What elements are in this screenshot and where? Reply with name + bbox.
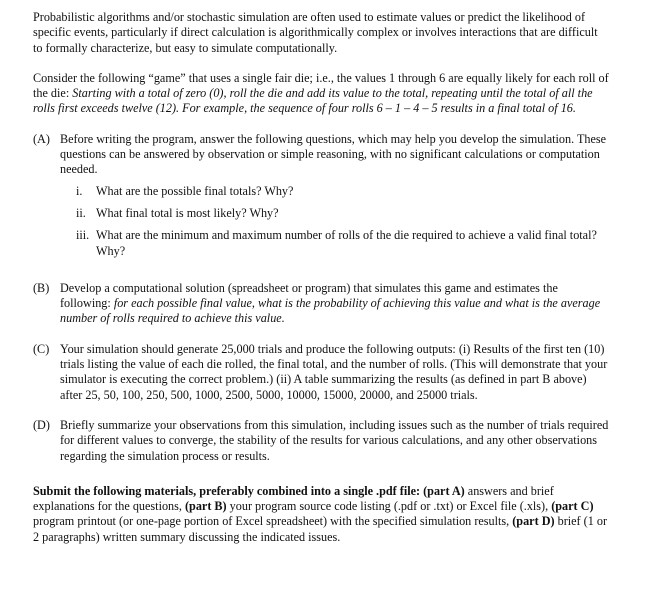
part-a-label: (A) xyxy=(33,131,50,146)
part-c-text: Your simulation should generate 25,000 trials and produce the following outputs: (i) Results of the first ten (10) trials listing the value of each die rolled, the final total, and the number of rolls. (This will demonstrate that your simulator is executing the correct problem.) (ii) A table summarizing the results (as defined in part B above) after 25, 50, 100, 250, 500, 1000, 2500, 5000, 10000, 15000, 20000, and 25000 trials. xyxy=(60,341,608,402)
question-number: i. xyxy=(76,183,83,198)
part-c xyxy=(33,342,609,403)
part-a-questions xyxy=(60,184,609,259)
question-number: iii. xyxy=(76,228,90,243)
question-item xyxy=(69,206,609,221)
submit-part-b-label: (part B) xyxy=(184,499,227,514)
game-paragraph xyxy=(33,71,609,117)
question-text: What are the possible final totals? Why? xyxy=(96,183,294,198)
part-d-label: (D) xyxy=(33,417,50,432)
question-item xyxy=(69,184,609,199)
part-a-text: Before writing the program, answer the following questions, which may help you develop the simulation. These questions can be answered by observation or simple reasoning, with no significant calculations or computation needed. xyxy=(60,131,607,177)
part-b-instruction: Develop a computational solution (spreadsheet or program) that simulates this game and estimates the following: xyxy=(60,280,558,311)
part-a xyxy=(33,132,609,266)
part-b-text xyxy=(60,281,609,327)
intro-paragraph: Probabilistic algorithms and/or stochastic simulation are often used to estimate values or predict the likelihood of specific events, particularly if direct calculation is algorithmically complex or involves interactions that are difficult to formally characterize, but easy to simulate computationally. xyxy=(33,10,598,55)
part-c-label: (C) xyxy=(33,341,50,356)
question-text: What are the minimum and maximum number of rolls of the die required to achieve a valid final total? Why? xyxy=(96,228,597,258)
question-item xyxy=(69,228,609,259)
part-b-objective: for each possible final value, what is the probability of achieving this value and what is the average number of rolls required to achieve this value. xyxy=(60,296,601,326)
question-text: What final total is most likely? Why? xyxy=(96,205,279,220)
question-number: ii. xyxy=(76,205,86,220)
submit-part-b-desc: your program source code listing (.pdf or .txt) or Excel file (.xls), xyxy=(226,499,552,514)
submit-part-d-label: (part D) xyxy=(512,514,555,529)
submit-part-c-desc: program printout (or one-page portion of Excel spreadsheet) with the specified simulation results, xyxy=(33,514,513,529)
game-rules: Starting with a total of zero (0), roll the die and add its value to the total, repeating until the total of all the rolls first exceeds twelve (12). For example, the sequence of four rolls 6 – 1 – 4 – 5 results in a final total of 16. xyxy=(33,86,593,116)
submit-heading: Submit the following materials, preferably combined into a single .pdf file: (part A) xyxy=(33,483,465,498)
part-d-text: Briefly summarize your observations from this simulation, including issues such as the number of trials required for different values to converge, the stability of the results for various calculations, and any other observations regarding the simulation process or results. xyxy=(60,417,609,463)
submission-instructions xyxy=(33,484,609,545)
part-d xyxy=(33,418,609,464)
submit-part-c-label: (part C) xyxy=(551,499,594,514)
part-b-label: (B) xyxy=(33,280,50,295)
game-description: Consider the following “game” that uses a single fair die; i.e., the values 1 through 6 are equally likely for each roll of the die: xyxy=(33,70,609,101)
submit-part-a-desc: answers and brief explanations for the questions, xyxy=(33,483,554,514)
submit-part-d-desc: brief (1 or 2 paragraphs) written summary discussing the indicated issues. xyxy=(33,514,608,544)
part-b xyxy=(33,281,609,327)
